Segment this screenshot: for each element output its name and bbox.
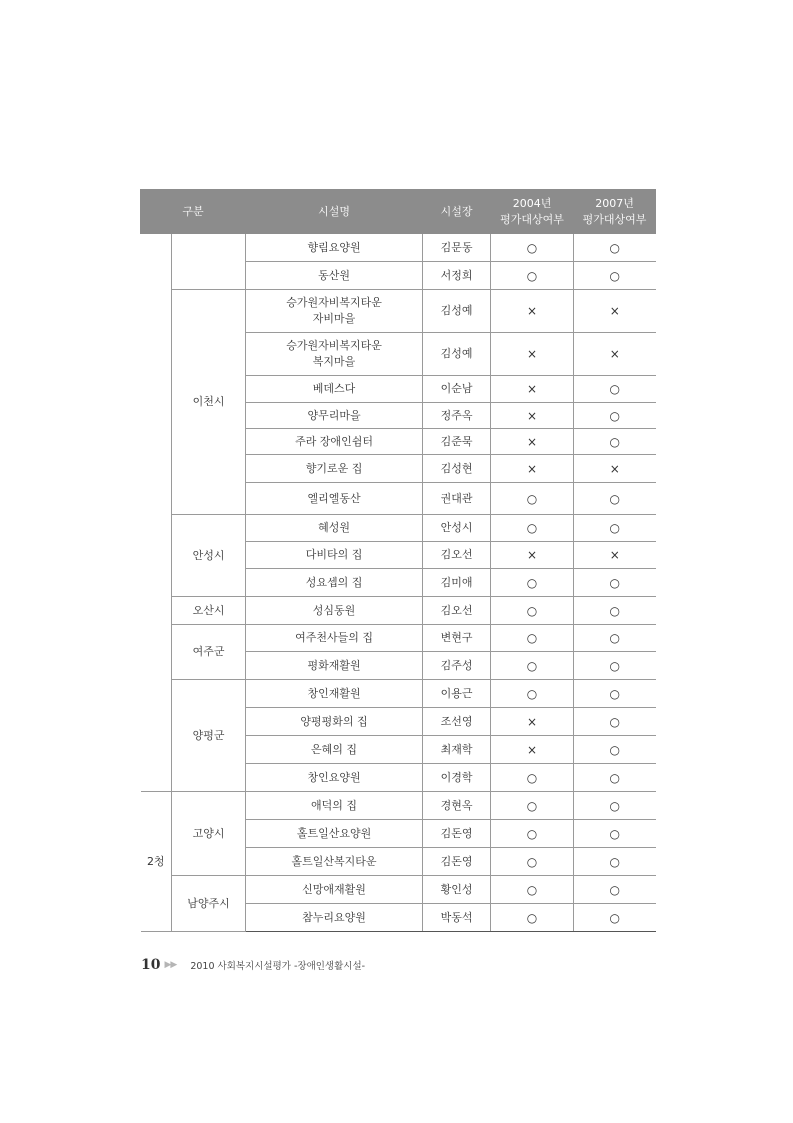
- facility-name-cell: [246, 515, 423, 542]
- header-row: [141, 190, 656, 234]
- facility-name-line: 승가원자비복지타운: [286, 296, 382, 309]
- facility-name-cell: [246, 569, 423, 597]
- eval-2004-cell: ○: [491, 764, 574, 792]
- facility-name-line: 주라 장애인쉼터: [295, 434, 373, 448]
- director-cell: 변현구: [423, 625, 491, 652]
- facility-name-cell: [246, 764, 423, 792]
- director-cell: 서정희: [423, 262, 491, 290]
- city-cell: 안성시: [172, 515, 246, 597]
- director-cell: 조선영: [423, 708, 491, 736]
- table-body: [141, 234, 656, 932]
- city-cell: 여주군: [172, 625, 246, 680]
- eval-2004-cell: ○: [491, 848, 574, 876]
- eval-2004-cell: ○: [491, 652, 574, 680]
- facility-name-line: 혜성원: [318, 521, 350, 534]
- city-cell: [172, 234, 246, 290]
- facility-name-line: 향기로운 집: [305, 461, 363, 475]
- facility-name-cell: [246, 652, 423, 680]
- facility-name-line: 성요셉의 집: [305, 575, 363, 589]
- facility-name-cell: [246, 483, 423, 515]
- facility-name-cell: [246, 848, 423, 876]
- facility-name-line: 엘리엘동산: [307, 491, 361, 505]
- director-cell: 김오선: [423, 597, 491, 625]
- facility-name-cell: [246, 376, 423, 403]
- eval-2004-cell: ○: [491, 597, 574, 625]
- facility-name-line: 동산원: [318, 268, 350, 282]
- director-cell: 김성현: [423, 455, 491, 483]
- eval-2007-cell: ○: [574, 483, 656, 515]
- facility-name-line: 향림요양원: [307, 240, 361, 254]
- facility-name-line: 애덕의 집: [311, 798, 358, 812]
- director-cell: 김성예: [423, 333, 491, 376]
- eval-2004-cell: ×: [491, 429, 574, 455]
- facility-name-cell: [246, 597, 423, 625]
- facility-name-cell: [246, 333, 423, 376]
- director-cell: 정주옥: [423, 403, 491, 429]
- eval-2007-cell: ○: [574, 876, 656, 904]
- eval-2007-cell: ○: [574, 848, 656, 876]
- eval-2004-cell: ○: [491, 234, 574, 262]
- header-director: 시설장: [423, 190, 491, 234]
- page-footer: [141, 955, 365, 975]
- director-cell: 김미애: [423, 569, 491, 597]
- eval-2004-cell: ○: [491, 262, 574, 290]
- table-row: [141, 290, 656, 333]
- facility-name-cell: [246, 680, 423, 708]
- city-cell: 고양시: [172, 792, 246, 876]
- facility-name-line: 복지마을: [312, 355, 356, 368]
- facility-name-cell: [246, 542, 423, 569]
- eval-2007-cell: ○: [574, 764, 656, 792]
- region-cell: 2청: [141, 792, 172, 932]
- eval-2007-cell: ○: [574, 429, 656, 455]
- table-row: [141, 680, 656, 708]
- facility-name-cell: [246, 792, 423, 820]
- eval-2004-cell: ○: [491, 876, 574, 904]
- facility-name-line: 승가원자비복지타운: [286, 339, 382, 352]
- facility-name-line: 창인재활원: [307, 686, 361, 700]
- eval-2004-cell: ×: [491, 708, 574, 736]
- facility-table: [140, 189, 656, 932]
- facility-name-cell: [246, 455, 423, 483]
- facility-name-cell: [246, 820, 423, 848]
- facility-name-line: 은혜의 집: [311, 742, 358, 756]
- eval-2007-cell: ○: [574, 652, 656, 680]
- director-cell: 김돈영: [423, 820, 491, 848]
- table-row: [141, 597, 656, 625]
- facility-name-cell: [246, 876, 423, 904]
- facility-name-cell: [246, 234, 423, 262]
- director-cell: 이순남: [423, 376, 491, 403]
- eval-2004-cell: ○: [491, 569, 574, 597]
- eval-2004-cell: ○: [491, 515, 574, 542]
- director-cell: 이경학: [423, 764, 491, 792]
- director-cell: 최재학: [423, 736, 491, 764]
- eval-2004-cell: ×: [491, 333, 574, 376]
- facility-name-line: 자비마을: [312, 312, 356, 325]
- eval-2004-cell: ×: [491, 736, 574, 764]
- table-row: [141, 792, 656, 820]
- eval-2007-cell: ○: [574, 736, 656, 764]
- director-cell: 박동석: [423, 904, 491, 932]
- eval-2004-cell: ×: [491, 542, 574, 569]
- table-row: [141, 876, 656, 904]
- eval-2007-cell: ○: [574, 904, 656, 932]
- director-cell: 김주성: [423, 652, 491, 680]
- director-cell: 권대관: [423, 483, 491, 515]
- director-cell: 김문동: [423, 234, 491, 262]
- eval-2007-cell: ○: [574, 376, 656, 403]
- eval-2007-cell: ○: [574, 792, 656, 820]
- header-category: 구분: [141, 190, 246, 234]
- facility-name-cell: [246, 290, 423, 333]
- eval-2007-cell: ×: [574, 333, 656, 376]
- facility-name-line: 홀트일산복지타운: [291, 854, 377, 868]
- eval-2007-cell: ×: [574, 455, 656, 483]
- facility-name-line: 평화재활원: [307, 658, 361, 672]
- eval-2007-cell: ○: [574, 820, 656, 848]
- eval-2007-cell: ×: [574, 542, 656, 569]
- eval-2007-cell: ×: [574, 290, 656, 333]
- director-cell: 김오선: [423, 542, 491, 569]
- facility-name-line: 여주천사들의 집: [295, 631, 373, 644]
- eval-2007-cell: ○: [574, 625, 656, 652]
- eval-2004-cell: ×: [491, 455, 574, 483]
- director-cell: 황인성: [423, 876, 491, 904]
- eval-2004-cell: ○: [491, 680, 574, 708]
- facility-name-line: 신망애재활원: [302, 882, 366, 896]
- eval-2004-cell: ○: [491, 820, 574, 848]
- facility-name-line: 베데스다: [312, 382, 356, 395]
- facility-name-cell: [246, 904, 423, 932]
- city-cell: 이천시: [172, 290, 246, 515]
- eval-2007-cell: ○: [574, 234, 656, 262]
- page-number: 10: [141, 957, 161, 973]
- facility-name-line: 성심동원: [312, 603, 356, 617]
- eval-2007-cell: ○: [574, 597, 656, 625]
- eval-2004-cell: ○: [491, 625, 574, 652]
- header-2007: 2007년 평가대상여부: [574, 190, 656, 234]
- table-row: [141, 515, 656, 542]
- facility-name-line: 다비타의 집: [305, 548, 363, 561]
- director-cell: 경현옥: [423, 792, 491, 820]
- facility-name-cell: [246, 625, 423, 652]
- city-cell: 오산시: [172, 597, 246, 625]
- eval-2004-cell: ○: [491, 792, 574, 820]
- facility-name-cell: [246, 708, 423, 736]
- eval-2004-cell: ×: [491, 376, 574, 403]
- facility-name-line: 참누리요양원: [302, 910, 366, 924]
- eval-2007-cell: ○: [574, 569, 656, 597]
- table-row: [141, 625, 656, 652]
- arrow-icon: ▶▶: [164, 960, 177, 970]
- director-cell: 이용근: [423, 680, 491, 708]
- director-cell: 김성예: [423, 290, 491, 333]
- eval-2007-cell: ○: [574, 708, 656, 736]
- director-cell: 김준묵: [423, 429, 491, 455]
- footer-title: 2010 사회복지시설평가 -장애인생활시설-: [190, 961, 366, 972]
- eval-2007-cell: ○: [574, 403, 656, 429]
- eval-2004-cell: ○: [491, 904, 574, 932]
- eval-2007-cell: ○: [574, 262, 656, 290]
- eval-2004-cell: ×: [491, 403, 574, 429]
- facility-name-line: 창인요양원: [307, 770, 361, 784]
- facility-name-line: 양무리마을: [307, 408, 361, 422]
- header-facility: 시설명: [246, 190, 423, 234]
- director-cell: 김돈영: [423, 848, 491, 876]
- director-cell: 안성시: [423, 515, 491, 542]
- facility-name-line: 양평평화의 집: [300, 714, 368, 728]
- table-row: [141, 234, 656, 262]
- facility-name-cell: [246, 736, 423, 764]
- facility-name-cell: [246, 429, 423, 455]
- eval-2007-cell: ○: [574, 515, 656, 542]
- facility-name-cell: [246, 262, 423, 290]
- city-cell: 남양주시: [172, 876, 246, 932]
- region-cell: [141, 234, 172, 792]
- facility-name-cell: [246, 403, 423, 429]
- city-cell: 양평군: [172, 680, 246, 792]
- header-2004: 2004년 평가대상여부: [491, 190, 574, 234]
- facility-name-line: 홀트일산요양원: [296, 826, 372, 840]
- eval-2004-cell: ×: [491, 290, 574, 333]
- eval-2007-cell: ○: [574, 680, 656, 708]
- eval-2004-cell: ○: [491, 483, 574, 515]
